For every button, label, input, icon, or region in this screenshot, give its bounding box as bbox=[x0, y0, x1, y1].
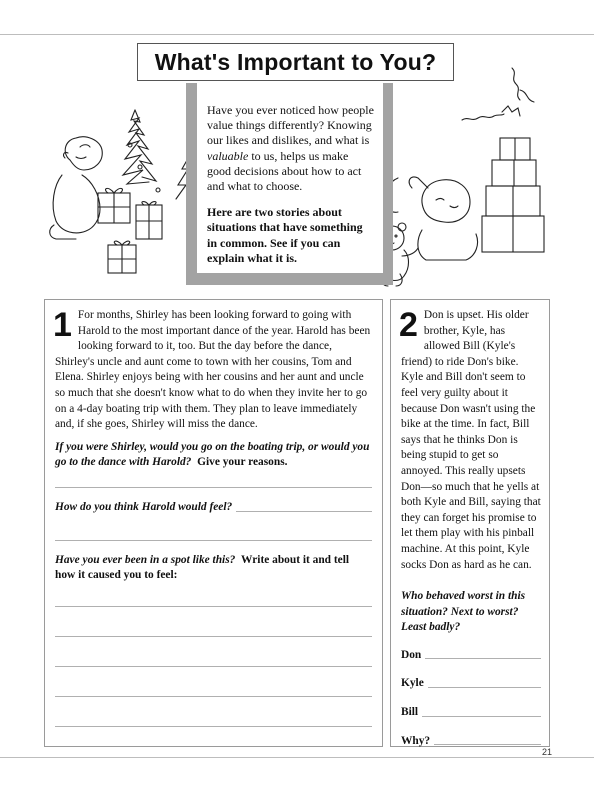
story-1-question-1: If you were Shirley, would you go on the boating trip, or would you go to the dance with Harold? Give your reasons. bbox=[55, 440, 370, 469]
intro-paragraph: Have you ever noticed how people value things differently? Knowing our likes and dislikes, and what is valuable to us, helps us make good decisions about how to act and what to choose. bbox=[207, 103, 374, 194]
page-title: What's Important to You? bbox=[154, 48, 437, 75]
story-2-question: Who behaved worst in this situation? Next to worst? Least badly? bbox=[401, 590, 526, 634]
top-rule bbox=[0, 34, 594, 35]
story-1-question-2: How do you think Harold would feel? bbox=[55, 500, 233, 513]
answer-line[interactable] bbox=[55, 726, 372, 727]
answer-line[interactable] bbox=[434, 744, 541, 745]
answer-line[interactable] bbox=[428, 687, 541, 688]
story-1-question-3: Have you ever been in a spot like this? Write about it and tell how it caused you to feel: bbox=[55, 553, 350, 582]
story-1-number: 1 bbox=[53, 306, 72, 344]
rank-row-why: Why? bbox=[401, 734, 541, 750]
story-2-number: 2 bbox=[399, 306, 418, 344]
answer-line[interactable] bbox=[422, 716, 541, 717]
story-1-text: For months, Shirley has been looking forward to going with Harold to the most important dance of the year. Harold has been looking forward to it, too. But the day before the dance, Shirley's uncle and aunt come to town with her cousins, Tom and Elena. Shirley enjoys being with her cousins and her aunt and uncle so much that she doesn't know what to do when they invite her to go on a 4-day boating trip with them. They plan to leave immediately and, if she goes, Shirley will miss the dance. bbox=[55, 309, 371, 431]
left-illustration bbox=[40, 95, 200, 295]
story-2-text: Don is upset. His older brother, Kyle, has allowed Bill (Kyle's friend) to ride Don's bike. Kyle and Bill don't seem to feel very guilty about it because Don wasn't using the bike at the time. In fact, Bill says that he thinks Don is being stupid to get so annoyed. This really upsets Don—so much that he yells at both Kyle and Bill, saying that they can forget his promise to let them play with his pinball machine. At this point, Kyle socks Don as hard as he can. bbox=[401, 309, 541, 571]
story-1-question-2-row bbox=[55, 500, 372, 516]
page-number: 21 bbox=[541, 747, 552, 757]
intro-box bbox=[197, 83, 383, 273]
story-1-panel bbox=[44, 299, 383, 747]
intro-prompt: Here are two stories about situations that have something in common. See if you can explain what it is. bbox=[207, 205, 363, 265]
rank-row-don: Don bbox=[401, 648, 541, 664]
rank-row-bill: Bill bbox=[401, 705, 541, 721]
story-2-panel bbox=[390, 299, 550, 747]
rank-row-kyle: Kyle bbox=[401, 676, 541, 692]
answer-line[interactable] bbox=[425, 658, 541, 659]
bottom-rule bbox=[0, 757, 594, 758]
answer-line[interactable] bbox=[236, 511, 372, 512]
